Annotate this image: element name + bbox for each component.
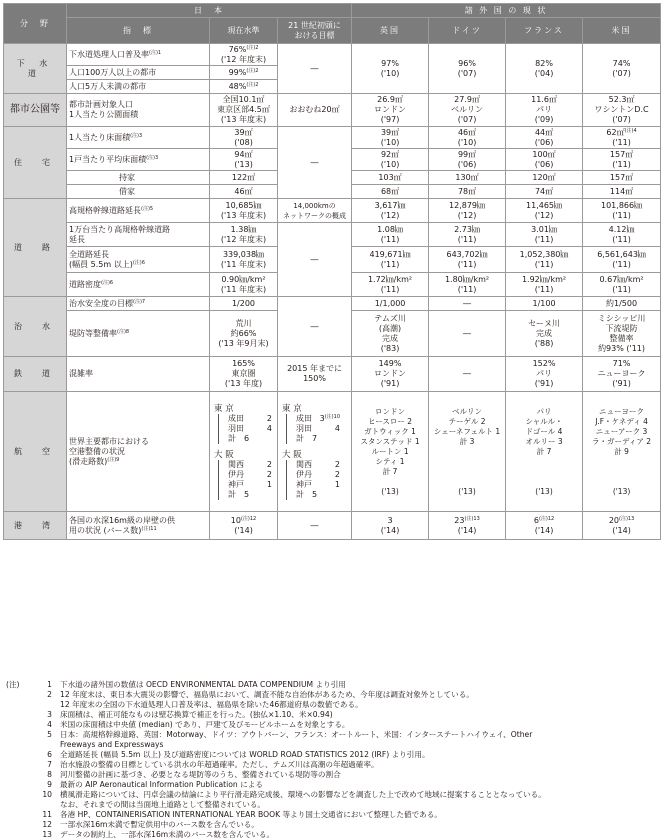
de-cell: ―: [429, 297, 506, 311]
fr-cell: 1.92㎞/km² ('11): [506, 273, 583, 297]
uk-cell: 1.72㎞/km² ('11): [352, 273, 429, 297]
value-cell: 荒川 約66% ('13 年9月末): [210, 311, 278, 357]
indicator-cell: 世界主要都市における 空港整備の状況 (滑走路数)$^{(注)9}$: [67, 392, 210, 512]
fr-cell: セーヌ川 完成 ('88): [506, 311, 583, 357]
us-cell: 0.67㎞/km² ('11): [583, 273, 661, 297]
de-cell: ベルリン テーゲル 2 シェーネフェルト 1 計 3 ('13): [429, 392, 506, 512]
infrastructure-comparison-table: [3, 3, 661, 540]
note: 全道路延長 (幅員 5.5m 以上) 及び道路密度については WORLD ROAD STATISTICS 2012 (IRF) より引用。: [60, 750, 430, 759]
note: 横風滑走路については、円卓会議の結論により平行滑走路完成後、環境への影響などを調査した上で改めて地域に提案することとなっている。: [60, 790, 546, 799]
de-cell: 78㎡: [429, 185, 506, 199]
us-cell: ミシシッピ川 下流堤防 整備率 約93% ('11): [583, 311, 661, 357]
note: データの制約上、一部水深16m未満のバース数を含んでいる。: [60, 830, 275, 839]
value-cell: 48%$^{(注)2}$: [210, 80, 278, 94]
value-cell: 全国10.1㎡ 東京区部4.5㎡ ('13 年度末): [210, 94, 278, 127]
category-park: 都市公園等: [4, 94, 67, 127]
uk-cell: 68㎡: [352, 185, 429, 199]
note: 河川整備の計画に基づき、必要となる堤防等のうち、整備されている堤防等の割合: [60, 770, 341, 779]
air-current-cell: 東 京 成田 2 羽田 4 計 6 大 阪 関西 2 伊丹 2 神戸 1 計 5: [210, 392, 278, 512]
fr-cell: 82% ('04): [506, 44, 583, 94]
value-cell: 39㎡ ('08): [210, 127, 278, 149]
indicator-cell: 高規格幹線道路延長$^{(注)5}$: [67, 199, 210, 223]
fr-cell: 152% パリ ('91): [506, 357, 583, 392]
uk-cell: 3 ('14): [352, 512, 429, 540]
note: 最新の AIP Aeronautical Information Publication による: [60, 780, 263, 789]
category-port: 港 湾: [4, 512, 67, 540]
note: 米国の床面積は中央値 (median) であり、戸建て及びモービルホームを対象とする。: [60, 720, 350, 729]
us-cell: 157㎡: [583, 171, 661, 185]
indicator-cell: 道路密度$^{(注)6}$: [67, 273, 210, 297]
indicator-cell: 全道路延長 (幅員 5.5m 以上)$^{(注)6}$: [67, 247, 210, 273]
de-cell: $23^{(注)13}$ ('14): [429, 512, 506, 540]
us-cell: ニューヨーク J.F・ケネディ 4 ニューアーク 3 ラ・ガーディア 2 計 9 ('13): [583, 392, 661, 512]
de-cell: 12,879㎞ ('12): [429, 199, 506, 223]
value-cell: 46㎡: [210, 185, 278, 199]
uk-cell: 419,671㎞ ('11): [352, 247, 429, 273]
indicator-cell: 人口5万人未満の都市: [67, 80, 210, 94]
header-de: ドイツ: [429, 18, 506, 44]
de-cell: 27.9㎡ ベルリン ('07): [429, 94, 506, 127]
category-road: 道 路: [4, 199, 67, 297]
uk-cell: 103㎡: [352, 171, 429, 185]
value-cell: 1/200: [210, 297, 278, 311]
de-cell: 643,702㎞ ('11): [429, 247, 506, 273]
uk-cell: 1/1,000: [352, 297, 429, 311]
de-cell: 2.73㎞ ('11): [429, 223, 506, 247]
value-cell: 76%$^{(注)2}$ ('12 年度末): [210, 44, 278, 66]
value-cell: 339,038㎞ ('11 年度末): [210, 247, 278, 273]
uk-cell: 39㎡ ('10): [352, 127, 429, 149]
de-cell: ―: [429, 311, 506, 357]
indicator-cell: 各国の水深16m級の岸壁の供 用の状況 (バース数)$^{(注)11}$: [67, 512, 210, 540]
category-rail: 鉄 道: [4, 357, 67, 392]
indicator-cell: 1万台当たり高規格幹線道路 延長: [67, 223, 210, 247]
note: なお、それまでの間は当面地上道路として整備されている。: [60, 800, 266, 809]
header-field: 分 野: [4, 4, 67, 44]
value-cell: 165% 東京圏 ('13 年度): [210, 357, 278, 392]
value-cell: 1.38㎞ ('12 年度末): [210, 223, 278, 247]
fr-cell: 1/100: [506, 297, 583, 311]
category-flood: 治 水: [4, 297, 67, 357]
uk-cell: 149% ロンドン ('91): [352, 357, 429, 392]
fr-cell: パリ シャルル・ ドゴール 4 オルリー 3 計 7 ('13): [506, 392, 583, 512]
header-us: 米国: [583, 18, 661, 44]
target-cell: ―: [278, 297, 352, 357]
note: 12 年度末の全国の下水道処理人口普及率は、福島県を除いた46都道府県の数値である。: [60, 700, 363, 709]
note: Freeways and Expressways: [60, 740, 164, 749]
indicator-cell: 堤防等整備率$^{(注)8}$: [67, 311, 210, 357]
us-cell: 101,866㎞ ('11): [583, 199, 661, 223]
fr-cell: 1,052,380㎞ ('11): [506, 247, 583, 273]
value-cell: 99%$^{(注)2}$: [210, 66, 278, 80]
fr-cell: 74㎡: [506, 185, 583, 199]
value-cell: 94㎡ ('13): [210, 149, 278, 171]
us-cell: 157㎡ ('11): [583, 149, 661, 171]
value-cell: 122㎡: [210, 171, 278, 185]
header-current: 現在水準: [210, 18, 278, 44]
uk-cell: 3,617㎞ ('12): [352, 199, 429, 223]
us-cell: 約1/500: [583, 297, 661, 311]
category-air: 航 空: [4, 392, 67, 512]
header-uk: 英国: [352, 18, 429, 44]
fr-cell: 11.6㎡ パリ ('09): [506, 94, 583, 127]
footnotes: (注) 1 下水道の諸外国の数値は OECD ENVIRONMENTAL DATA COMPENDIUM より引用 2 12 年度末は、東日本大震災の影響で、福島県において、調査不能な自治体があるため、今年度は調査対象外としている。 12 年度末の全国の下水道処理人口普及率は、福島県を除いた46都道府県の数値である。 3 床面積は、補正可能なものは壁芯換算で補正を行った。(独仏×1.10、米×0.94) 4 米国の床面積は中央値 (median) であり、戸建て及びモービルホームを対象とする。 5 日本：高規格幹線道路、英国：Motorway、ドイツ：アウトバーン、フランス：オートルート、米国：インターステートハイウェイ、Other Freeways and Expressways 6 全道路延長 (幅員 5.5m 以上) 及び道路密度については WORLD ROAD STATISTICS 2012 (IRF) より引用。 7 治水施設の整備の目標としている洪水の年超過確率。ただし、テムズ川は高潮の年超過確率。 8 河川整備の計画に基づき、必要となる堤防等のうち、整備されている堤防等の割合 9 最新の AIP Aeronautical Information Publication による 10 横風滑走路については、円卓会議の結論により平行滑走路完成後、環境への影響などを調査した上で改めて地域に提案することとなっている。 なお、それまでの間は当面地上道路として整備されている。 11 各港 HP、CONTAINERISATION INTERNATIONAL YEAR BOOK 等より国土交通省において整理した値である。 12 一部水深16m未満で暫定供用中のバース数を含んでいる。 13 データの制約上、一部水深16m未満のバース数を含んでいる。: [6, 680, 660, 840]
uk-cell: 1.08㎞ ('11): [352, 223, 429, 247]
uk-cell: 26.9㎡ ロンドン ('97): [352, 94, 429, 127]
us-cell: 52.3㎡ ワシントンD.C ('07): [583, 94, 661, 127]
note: 下水道の諸外国の数値は OECD ENVIRONMENTAL DATA COMPENDIUM より引用: [60, 680, 346, 689]
uk-cell: テムズ川 (高潮) 完成 ('83): [352, 311, 429, 357]
value-cell: $10^{(注)12}$ ('14): [210, 512, 278, 540]
target-cell: ―: [278, 44, 352, 94]
fr-cell: 120㎡: [506, 171, 583, 185]
note: 各港 HP、CONTAINERISATION INTERNATIONAL YEAR BOOK 等より国土交通省において整理した値である。: [60, 810, 442, 819]
indicator-cell: 混雑率: [67, 357, 210, 392]
header-japan: 日 本: [67, 4, 352, 18]
target-cell: ―: [278, 223, 352, 297]
note: 12 年度末は、東日本大震災の影響で、福島県において、調査不能な自治体があるため、今年度は調査対象外としている。: [60, 690, 474, 699]
us-cell: 71% ニューヨーク ('91): [583, 357, 661, 392]
note: 床面積は、補正可能なものは壁芯換算で補正を行った。(独仏×1.10、米×0.94): [60, 710, 333, 719]
indicator-cell: 持家: [67, 171, 210, 185]
indicator-cell: 1人当たり床面積$^{(注)3}$: [67, 127, 210, 149]
de-cell: ―: [429, 357, 506, 392]
uk-cell: ロンドン ヒースロー 2 ガトウィック 1 スタンステッド 1 ルートン 1 シティ 1 計 7 ('13): [352, 392, 429, 512]
de-cell: 96% ('07): [429, 44, 506, 94]
category-sewer: 下 水 道: [4, 44, 67, 94]
target-cell: おおむね20㎡: [278, 94, 352, 127]
indicator-cell: 下水道処理人口普及率$^{(注)1}$: [67, 44, 210, 66]
air-target-cell: 東 京 成田 $3^{(注)10}$ 羽田 4 計 7 大 阪 関西 2 伊丹 2 神戸 1 計 5: [278, 392, 352, 512]
target-cell: ―: [278, 127, 352, 199]
category-housing: 住 宅: [4, 127, 67, 199]
fr-cell: 100㎡ ('06): [506, 149, 583, 171]
note: 治水施設の整備の目標としている洪水の年超過確率。ただし、テムズ川は高潮の年超過確率。: [60, 760, 379, 769]
fr-cell: 3.01㎞ ('11): [506, 223, 583, 247]
uk-cell: 92㎡ ('10): [352, 149, 429, 171]
indicator-cell: 都市計画対象人口 1人当たり公園面積: [67, 94, 210, 127]
indicator-cell: 借家: [67, 185, 210, 199]
header-target: 21 世紀初頭に おける目標: [278, 18, 352, 44]
de-cell: 1.80㎞/km² ('11): [429, 273, 506, 297]
target-cell: 2015 年までに 150%: [278, 357, 352, 392]
indicator-cell: 治水安全度の目標$^{(注)7}$: [67, 297, 210, 311]
value-cell: 0.90㎞/km² ('11 年度末): [210, 273, 278, 297]
target-cell: ―: [278, 512, 352, 540]
note: 日本：高規格幹線道路、英国：Motorway、ドイツ：アウトバーン、フランス：オートルート、米国：インターステートハイウェイ、Other: [60, 730, 533, 739]
us-cell: 6,561,643㎞ ('11): [583, 247, 661, 273]
us-cell: 74% ('07): [583, 44, 661, 94]
header-fr: フランス: [506, 18, 583, 44]
indicator-cell: 1戸当たり平均床面積$^{(注)3}$: [67, 149, 210, 171]
fr-cell: $6^{(注)12}$ ('14): [506, 512, 583, 540]
fr-cell: 11,465㎞ ('12): [506, 199, 583, 223]
de-cell: 99㎡ ('06): [429, 149, 506, 171]
us-cell: 4.12㎞ ('11): [583, 223, 661, 247]
fr-cell: 44㎡ ('06): [506, 127, 583, 149]
value-cell: 10,685㎞ ('13 年度末): [210, 199, 278, 223]
note: 一部水深16m未満で暫定供用中のバース数を含んでいる。: [60, 820, 259, 829]
target-cell: 14,000kmの ネットワークの概成: [278, 199, 352, 223]
de-cell: 46㎡ ('10): [429, 127, 506, 149]
us-cell: 114㎡: [583, 185, 661, 199]
header-indicator: 指 標: [67, 18, 210, 44]
us-cell: 62㎡$^{(注)4}$ ('11): [583, 127, 661, 149]
us-cell: $20^{(注)13}$ ('14): [583, 512, 661, 540]
header-foreign: 諸 外 国 の 現 状: [352, 4, 661, 18]
de-cell: 130㎡: [429, 171, 506, 185]
uk-cell: 97% ('10): [352, 44, 429, 94]
notes-label: (注): [6, 680, 20, 689]
indicator-cell: 人口100万人以上の都市: [67, 66, 210, 80]
